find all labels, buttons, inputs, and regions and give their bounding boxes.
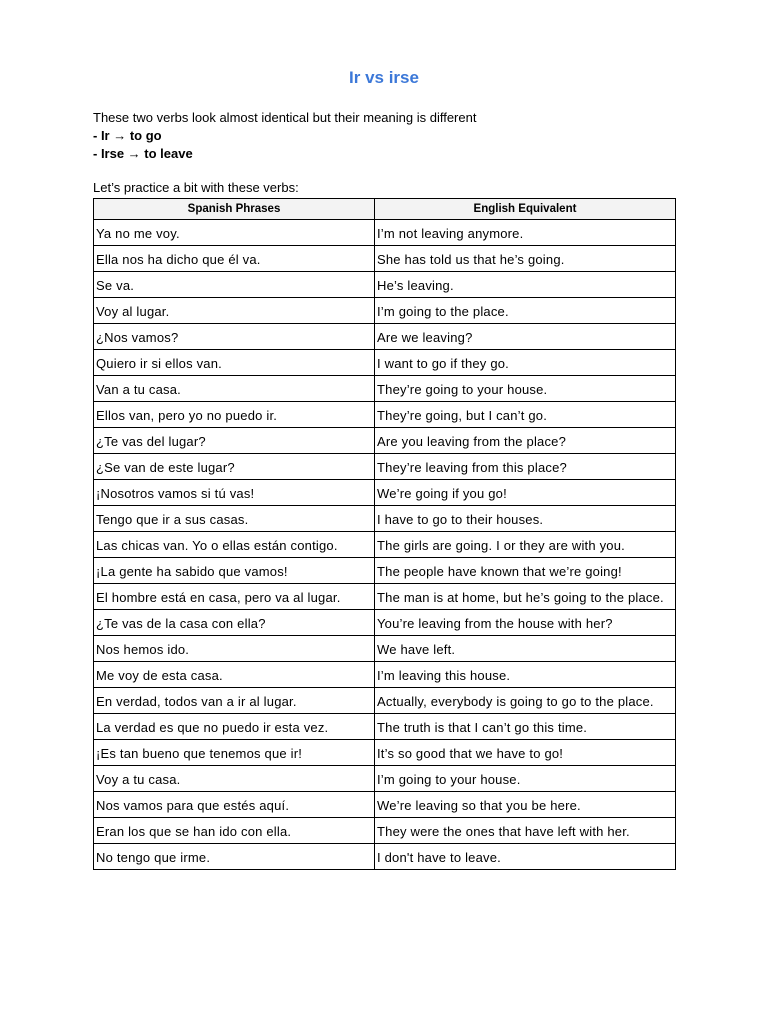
spanish-phrase-cell: ¿Te vas de la casa con ella? (94, 610, 375, 636)
table-row (94, 558, 676, 584)
table-row (94, 766, 676, 792)
english-equivalent-cell: I’m going to your house. (375, 766, 676, 792)
english-equivalent-cell: I have to go to their houses. (375, 506, 676, 532)
english-equivalent-cell: Are you leaving from the place? (375, 428, 676, 454)
english-equivalent-cell: They were the ones that have left with her. (375, 818, 676, 844)
table-row (94, 818, 676, 844)
table-row (94, 246, 676, 272)
english-equivalent-cell: They’re going, but I can’t go. (375, 402, 676, 428)
intro-block (93, 109, 476, 163)
spanish-phrase-cell: Me voy de esta casa. (94, 662, 375, 688)
table-row (94, 506, 676, 532)
table-row (94, 740, 676, 766)
table-row (94, 376, 676, 402)
spanish-phrase-cell: Eran los que se han ido con ella. (94, 818, 375, 844)
table-row (94, 636, 676, 662)
spanish-phrase-cell: ¡La gente ha sabido que vamos! (94, 558, 375, 584)
spanish-phrase-cell: La verdad es que no puedo ir esta vez. (94, 714, 375, 740)
spanish-phrase-cell: Van a tu casa. (94, 376, 375, 402)
english-equivalent-cell: The man is at home, but he’s going to the place. (375, 584, 676, 610)
table-row (94, 532, 676, 558)
practice-prompt: Let’s practice a bit with these verbs: (93, 180, 299, 195)
english-equivalent-cell: I’m going to the place. (375, 298, 676, 324)
spanish-phrase-cell: ¿Nos vamos? (94, 324, 375, 350)
english-equivalent-cell: She has told us that he’s going. (375, 246, 676, 272)
spanish-phrase-cell: Voy al lugar. (94, 298, 375, 324)
table-row (94, 350, 676, 376)
english-equivalent-cell: You’re leaving from the house with her? (375, 610, 676, 636)
table-row (94, 662, 676, 688)
spanish-phrase-cell: No tengo que irme. (94, 844, 375, 870)
table-body (94, 220, 676, 870)
table-row (94, 454, 676, 480)
english-equivalent-cell: I’m not leaving anymore. (375, 220, 676, 246)
english-equivalent-cell: They’re going to your house. (375, 376, 676, 402)
english-equivalent-cell: The people have known that we’re going! (375, 558, 676, 584)
spanish-phrase-cell: ¡Nosotros vamos si tú vas! (94, 480, 375, 506)
table-row (94, 792, 676, 818)
table-row (94, 298, 676, 324)
english-equivalent-cell: Actually, everybody is going to go to the place. (375, 688, 676, 714)
intro-sentence: These two verbs look almost identical but their meaning is different (93, 110, 477, 125)
table-row (94, 324, 676, 350)
english-equivalent-cell: We have left. (375, 636, 676, 662)
spanish-phrase-cell: ¡Es tan bueno que tenemos que ir! (94, 740, 375, 766)
table-row (94, 844, 676, 870)
english-equivalent-cell: I don't have to leave. (375, 844, 676, 870)
english-equivalent-cell: He’s leaving. (375, 272, 676, 298)
table-row (94, 688, 676, 714)
spanish-phrase-cell: Tengo que ir a sus casas. (94, 506, 375, 532)
table-header-row (94, 199, 676, 220)
spanish-phrase-cell: Nos hemos ido. (94, 636, 375, 662)
table-row (94, 714, 676, 740)
english-equivalent-cell: We’re leaving so that you be here. (375, 792, 676, 818)
table-row (94, 610, 676, 636)
table-row (94, 584, 676, 610)
table-row (94, 428, 676, 454)
spanish-phrase-cell: Nos vamos para que estés aquí. (94, 792, 375, 818)
table-row (94, 402, 676, 428)
english-equivalent-cell: I’m leaving this house. (375, 662, 676, 688)
table-row (94, 272, 676, 298)
english-equivalent-cell: It’s so good that we have to go! (375, 740, 676, 766)
spanish-phrase-cell: ¿Te vas del lugar? (94, 428, 375, 454)
spanish-phrase-cell: Ella nos ha dicho que él va. (94, 246, 375, 272)
english-equivalent-cell: We’re going if you go! (375, 480, 676, 506)
spanish-phrase-cell: ¿Se van de este lugar? (94, 454, 375, 480)
column-header-spanish: Spanish Phrases (94, 199, 375, 220)
spanish-phrase-cell: Voy a tu casa. (94, 766, 375, 792)
english-equivalent-cell: I want to go if they go. (375, 350, 676, 376)
spanish-phrase-cell: Se va. (94, 272, 375, 298)
spanish-phrase-cell: Ya no me voy. (94, 220, 375, 246)
english-equivalent-cell: The girls are going. I or they are with you. (375, 532, 676, 558)
spanish-phrase-cell: Las chicas van. Yo o ellas están contigo. (94, 532, 375, 558)
spanish-phrase-cell: El hombre está en casa, pero va al lugar. (94, 584, 375, 610)
spanish-phrase-cell: Quiero ir si ellos van. (94, 350, 375, 376)
column-header-english: English Equivalent (375, 199, 676, 220)
spanish-phrase-cell: Ellos van, pero yo no puedo ir. (94, 402, 375, 428)
table-row (94, 220, 676, 246)
irse-definition: - Irse → to leave (93, 146, 193, 161)
english-equivalent-cell: The truth is that I can’t go this time. (375, 714, 676, 740)
page-title: Ir vs irse (349, 68, 419, 87)
spanish-phrase-cell: En verdad, todos van a ir al lugar. (94, 688, 375, 714)
table-row (94, 480, 676, 506)
ir-definition: - Ir → to go (93, 128, 162, 143)
english-equivalent-cell: They’re leaving from this place? (375, 454, 676, 480)
english-equivalent-cell: Are we leaving? (375, 324, 676, 350)
phrases-table (93, 198, 676, 870)
